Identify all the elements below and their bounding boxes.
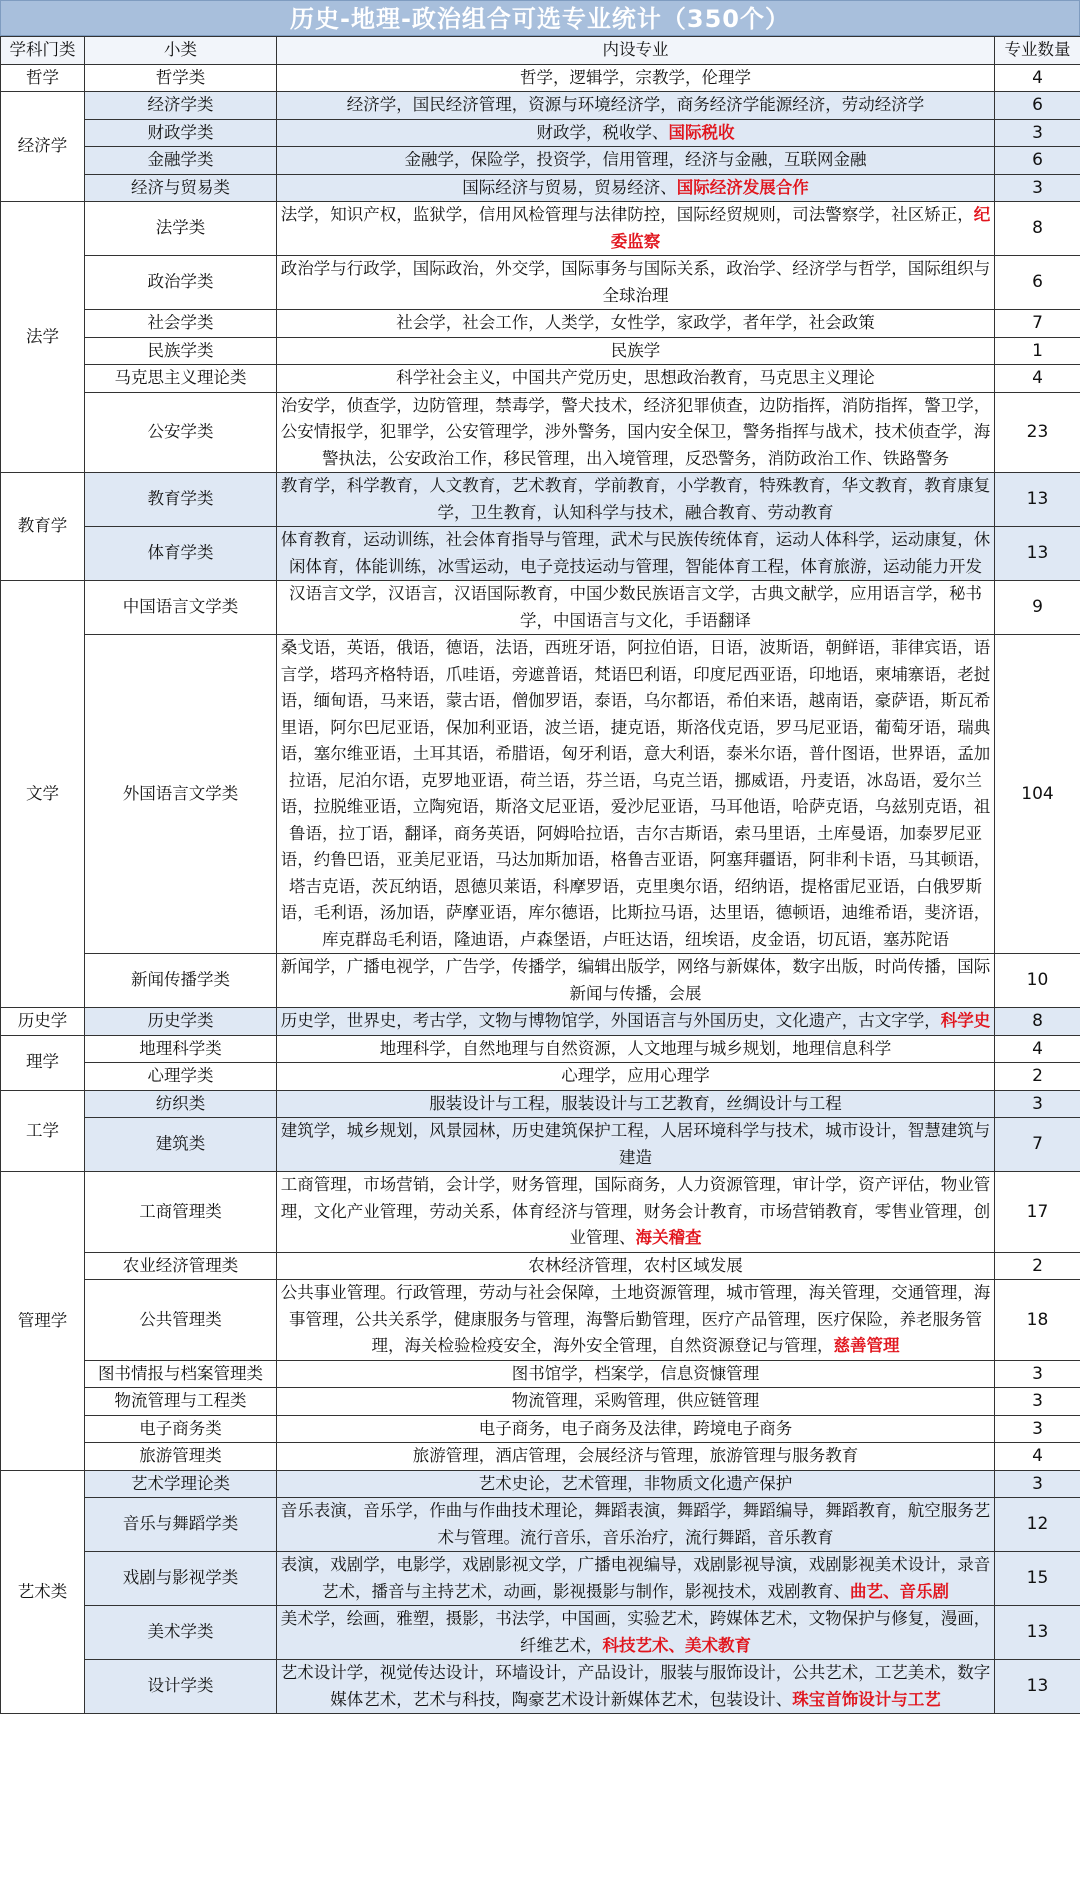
- count-cell: 104: [995, 635, 1080, 954]
- page-title: 历史-地理-政治组合可选专业统计（350个）: [0, 0, 1080, 36]
- majors-cell: [277, 337, 995, 365]
- table-row: [1, 1008, 1080, 1036]
- table-row: [1, 1118, 1080, 1172]
- count-cell: 13: [995, 527, 1080, 581]
- majors-cell: [277, 1443, 995, 1471]
- majors-text: 图书馆学，档案学，信息资慷管理: [511, 1363, 760, 1383]
- table-row: [1, 1443, 1080, 1471]
- majors-text: 治安学，侦查学，边防管理，禁毒学，警犬技术，经济犯罪侦查，边防指挥，消防指挥，警卫学，公安情报学，犯罪学，公安管理学，涉外警务，国内安全保卫，警务指挥与战术，技术侦查学，海警执法，公安政治工作，移民管理，出入境管理，反恐警务，消防政治工作、铁路警务: [280, 395, 991, 468]
- table-row: [1, 256, 1080, 310]
- count-cell: 2: [995, 1252, 1080, 1280]
- majors-cell: [277, 174, 995, 202]
- majors-cell: [277, 1118, 995, 1172]
- subcategory-cell: 工商管理类: [85, 1172, 277, 1253]
- count-cell: 3: [995, 119, 1080, 147]
- majors-text: 农林经济管理，农村区域发展: [528, 1255, 743, 1275]
- majors-cell: [277, 581, 995, 635]
- header-majors: 内设专业: [277, 37, 995, 65]
- majors-cell: [277, 954, 995, 1008]
- subcategory-cell: 新闻传播学类: [85, 954, 277, 1008]
- majors-cell: [277, 1606, 995, 1660]
- subcategory-cell: 公安学类: [85, 392, 277, 473]
- subcategory-cell: 旅游管理类: [85, 1443, 277, 1471]
- majors-text: 表演，戏剧学，电影学，戏剧影视文学，广播电视编导，戏剧影视导演，戏剧影视美术设计，录音艺术，播音与主持艺术，动画，影视摄影与制作，影视技术，戏剧教育、: [280, 1555, 991, 1601]
- subcategory-cell: 艺术学理论类: [85, 1470, 277, 1498]
- majors-cell: [277, 1415, 995, 1443]
- table-row: [1, 954, 1080, 1008]
- count-cell: 15: [995, 1552, 1080, 1606]
- table-row: [1, 473, 1080, 527]
- count-cell: 9: [995, 581, 1080, 635]
- count-cell: 4: [995, 1035, 1080, 1063]
- majors-cell: [277, 1280, 995, 1361]
- table-row: [1, 1498, 1080, 1552]
- table-row: [1, 1035, 1080, 1063]
- table-row: [1, 310, 1080, 338]
- majors-cell: [277, 310, 995, 338]
- subcategory-cell: 戏剧与影视学类: [85, 1552, 277, 1606]
- subcategory-cell: 建筑类: [85, 1118, 277, 1172]
- majors-text: 桑戈语，英语，俄语，德语，法语，西班牙语，阿拉伯语，日语，波斯语，朝鲜语，菲律宾语，语言学，塔玛齐格特语，爪哇语，旁遮普语，梵语巴利语，印度尼西亚语，印地语，柬埔寨语，老挝语，缅甸语，马来语，蒙古语，僧伽罗语，泰语，乌尔都语，希伯来语，越南语，豪萨语，斯瓦希里语，阿尔巴尼亚语，保加利亚语，波兰语，捷克语，斯洛伐克语，罗马尼亚语，葡萄牙语，瑞典语，塞尔维亚语，土耳其语，希腊语，匈牙利语，意大利语，泰米尔语，普什图语，世界语，孟加拉语，尼泊尔语，克罗地亚语，荷兰语，芬兰语，乌克兰语，挪威语，丹麦语，冰岛语，爱尔兰语，拉脱维亚语，立陶宛语，斯洛文尼亚语，爱沙尼亚语，马耳他语，哈萨克语，乌兹别克语，祖鲁语，拉丁语，翻译，商务英语，阿姆哈拉语，吉尔吉斯语，索马里语，土库曼语，加泰罗尼亚语，约鲁巴语，亚美尼亚语，马达加斯加语，格鲁吉亚语，阿塞拜疆语，阿非利卡语，马其顿语，塔吉克语，茨瓦纳语，恩德贝莱语，科摩罗语，克里奥尔语，绍纳语，提格雷尼亚语，白俄罗斯语，毛利语，汤加语，萨摩亚语，库尔德语，比斯拉马语，达里语，德顿语，迪维希语，斐济语，库克群岛毛利语，隆迪语，卢森堡语，卢旺达语，纽埃语，皮金语，切瓦语，塞苏陀语: [280, 638, 991, 949]
- majors-text: 新闻学，广播电视学，广告学，传播学，编辑出版学，网络与新媒体，数字出版，时尚传播，国际新闻与传播，会展: [280, 957, 991, 1003]
- subcategory-cell: 设计学类: [85, 1660, 277, 1714]
- majors-text: 服装设计与工程，服装设计与工艺教育，丝绸设计与工程: [429, 1093, 842, 1113]
- subcategory-cell: 纺织类: [85, 1090, 277, 1118]
- subcategory-cell: 物流管理与工程类: [85, 1388, 277, 1416]
- majors-text: 心理学，应用心理学: [561, 1066, 710, 1085]
- majors-text: 科学社会主义，中国共产党历史，思想政治教育，马克思主义理论: [396, 368, 875, 387]
- category-cell: 工学: [1, 1090, 85, 1172]
- count-cell: 3: [995, 174, 1080, 202]
- count-cell: 3: [995, 1360, 1080, 1388]
- table-row: [1, 1280, 1080, 1361]
- table-row: [1, 365, 1080, 393]
- majors-text: 历史学，世界史，考古学，文物与博物馆学，外国语言与外国历史，文化遗产，古文字学，: [280, 1011, 941, 1030]
- count-cell: 8: [995, 202, 1080, 256]
- majors-text: 艺术设计学，视觉传达设计，环墙设计，产品设计，服装与服饰设计，公共艺术，工艺美术，数字媒体艺术，艺术与科技，陶豪艺术设计新媒体艺术，包装设计、: [280, 1663, 991, 1709]
- majors-cell: [277, 1035, 995, 1063]
- subcategory-cell: 教育学类: [85, 473, 277, 527]
- category-cell: 文学: [1, 581, 85, 1008]
- subcategory-cell: 民族学类: [85, 337, 277, 365]
- majors-cell: [277, 64, 995, 92]
- majors-cell: [277, 365, 995, 393]
- subcategory-cell: 马克思主义理论类: [85, 365, 277, 393]
- majors-text: 艺术史论，艺术管理，非物质文化遗产保护: [478, 1473, 793, 1493]
- majors-text: 金融学，保险学，投资学，信用管理，经济与金融，互联网金融: [404, 150, 867, 169]
- count-cell: 3: [995, 1470, 1080, 1498]
- majors-text: 财政学，税收学、: [536, 122, 669, 142]
- majors-text: 哲学，逻辑学，宗教学，伦理学: [520, 67, 751, 87]
- table-row: [1, 202, 1080, 256]
- highlighted-major: 纪委监察: [610, 205, 991, 251]
- table-row: [1, 92, 1080, 120]
- majors-cell: [277, 635, 995, 954]
- subcategory-cell: 政治学类: [85, 256, 277, 310]
- majors-cell: [277, 1008, 995, 1036]
- category-cell: 教育学: [1, 473, 85, 581]
- count-cell: 17: [995, 1172, 1080, 1253]
- majors-text: 体育教育，运动训练，社会体育指导与管理，武术与民族传统体育，运动人体科学，运动康复，休闲体育，体能训练，冰雪运动，电子竞技运动与管理，智能体育工程，体育旅游，运动能力开发: [280, 530, 991, 576]
- count-cell: 6: [995, 92, 1080, 120]
- table-row: [1, 119, 1080, 147]
- count-cell: 10: [995, 954, 1080, 1008]
- count-cell: 13: [995, 1606, 1080, 1660]
- count-cell: 8: [995, 1008, 1080, 1036]
- majors-text: 建筑学，城乡规划，风景园林，历史建筑保护工程，人居环境科学与技术，城市设计，智慧建筑与建造: [280, 1121, 991, 1167]
- table-row: [1, 1388, 1080, 1416]
- category-cell: 管理学: [1, 1172, 85, 1471]
- header-subcategory: 小类: [85, 37, 277, 65]
- count-cell: 7: [995, 310, 1080, 338]
- subcategory-cell: 心理学类: [85, 1063, 277, 1091]
- majors-text: 汉语言文学，汉语言，汉语国际教育，中国少数民族语言文学，古典文献学，应用语言学，秘书学，中国语言与文化，手语翻译: [289, 584, 982, 630]
- majors-text: 旅游管理，酒店管理，会展经济与管理，旅游管理与服务教育: [412, 1446, 859, 1465]
- subcategory-cell: 公共管理类: [85, 1280, 277, 1361]
- header-count: 专业数量: [995, 37, 1080, 65]
- majors-cell: [277, 1552, 995, 1606]
- table-row: [1, 1660, 1080, 1714]
- category-cell: 经济学: [1, 92, 85, 202]
- category-cell: 法学: [1, 202, 85, 473]
- subcategory-cell: 金融学类: [85, 147, 277, 175]
- majors-cell: [277, 527, 995, 581]
- count-cell: 3: [995, 1090, 1080, 1118]
- subcategory-cell: 图书情报与档案管理类: [85, 1360, 277, 1388]
- highlighted-major: 海关稽查: [635, 1228, 702, 1247]
- majors-cell: [277, 1063, 995, 1091]
- subcategory-cell: 历史学类: [85, 1008, 277, 1036]
- subcategory-cell: 电子商务类: [85, 1415, 277, 1443]
- count-cell: 18: [995, 1280, 1080, 1361]
- highlighted-major: 科技艺术、美术教育: [602, 1635, 751, 1655]
- table-row: [1, 64, 1080, 92]
- count-cell: 23: [995, 392, 1080, 473]
- table-row: [1, 1360, 1080, 1388]
- majors-cell: [277, 1172, 995, 1253]
- highlighted-major: 曲艺、音乐剧: [850, 1581, 949, 1601]
- subcategory-cell: 农业经济管理类: [85, 1252, 277, 1280]
- table-row: [1, 1552, 1080, 1606]
- subcategory-cell: 中国语言文学类: [85, 581, 277, 635]
- majors-text: 地理科学，自然地理与自然资源，人文地理与城乡规划，地理信息科学: [379, 1038, 892, 1058]
- count-cell: 6: [995, 256, 1080, 310]
- majors-cell: [277, 256, 995, 310]
- count-cell: 4: [995, 365, 1080, 393]
- majors-cell: [277, 392, 995, 473]
- highlighted-major: 国际经济发展合作: [676, 177, 809, 197]
- count-cell: 2: [995, 1063, 1080, 1091]
- count-cell: 4: [995, 64, 1080, 92]
- category-cell: 艺术类: [1, 1470, 85, 1714]
- majors-text: 物流管理，采购管理，供应链管理: [511, 1391, 760, 1410]
- table-row: [1, 581, 1080, 635]
- majors-cell: [277, 147, 995, 175]
- majors-text: 经济学，国民经济管理，资源与环境经济学，商务经济学能源经济，劳动经济学: [346, 95, 925, 114]
- majors-cell: [277, 119, 995, 147]
- subcategory-cell: 经济与贸易类: [85, 174, 277, 202]
- majors-cell: [277, 1360, 995, 1388]
- majors-text: 公共事业管理。行政管理，劳动与社会保障，土地资源管理，城市管理，海关管理，交通管理，海事管理，公共关系学，健康服务与管理，海警后勤管理，医疗产品管理，医疗保险，养老服务管理，海关检验检疫安全，海外安全管理，自然资源登记与管理，: [280, 1283, 991, 1355]
- table-header-row: [1, 37, 1080, 65]
- table-row: [1, 1252, 1080, 1280]
- majors-cell: [277, 92, 995, 120]
- count-cell: 7: [995, 1118, 1080, 1172]
- subcategory-cell: 财政学类: [85, 119, 277, 147]
- majors-cell: [277, 1252, 995, 1280]
- table-body: [1, 64, 1080, 1714]
- subcategory-cell: 美术学类: [85, 1606, 277, 1660]
- highlighted-major: 国际税收: [668, 122, 735, 142]
- count-cell: 12: [995, 1498, 1080, 1552]
- subcategory-cell: 体育学类: [85, 527, 277, 581]
- majors-text: 法学，知识产权，监狱学，信用风检管理与法律防控，国际经贸规则，司法警察学，社区矫正，: [280, 205, 974, 224]
- subcategory-cell: 社会学类: [85, 310, 277, 338]
- table-row: [1, 635, 1080, 954]
- majors-cell: [277, 1498, 995, 1552]
- count-cell: 3: [995, 1415, 1080, 1443]
- majors-text: 工商管理，市场营销，会计学，财务管理，国际商务，人力资源管理，审计学，资产评估，物业管理，文化产业管理，劳动关系，体育经济与管理，财务会计教育，市场营销教育，零售业管理，创业管理、: [280, 1175, 991, 1247]
- table-row: [1, 174, 1080, 202]
- majors-text: 美术学，绘画，雅塑，摄影，书法学，中国画，实验艺术，跨媒体艺术，文物保护与修复，漫画，纤维艺术，: [280, 1609, 991, 1655]
- highlighted-major: 慈善管理: [833, 1336, 900, 1355]
- subcategory-cell: 地理科学类: [85, 1035, 277, 1063]
- table-row: [1, 147, 1080, 175]
- subcategory-cell: 法学类: [85, 202, 277, 256]
- count-cell: 1: [995, 337, 1080, 365]
- highlighted-major: 科学史: [940, 1011, 991, 1030]
- category-cell: 历史学: [1, 1008, 85, 1036]
- category-cell: 哲学: [1, 64, 85, 92]
- majors-text: 社会学，社会工作，人类学，女性学，家政学，者年学，社会政策: [396, 313, 875, 332]
- majors-text: 国际经济与贸易，贸易经济、: [462, 177, 677, 197]
- header-category: 学科门类: [1, 37, 85, 65]
- category-cell: 理学: [1, 1035, 85, 1090]
- table-row: [1, 337, 1080, 365]
- majors-text: 电子商务，电子商务及法律，跨境电子商务: [478, 1418, 793, 1438]
- subcategory-cell: 经济学类: [85, 92, 277, 120]
- highlighted-major: 珠宝首饰设计与工艺: [792, 1689, 941, 1709]
- majors-cell: [277, 1660, 995, 1714]
- subcategory-cell: 哲学类: [85, 64, 277, 92]
- subcategory-cell: 音乐与舞蹈学类: [85, 1498, 277, 1552]
- table-row: [1, 1606, 1080, 1660]
- count-cell: 3: [995, 1388, 1080, 1416]
- majors-cell: [277, 473, 995, 527]
- table-row: [1, 1090, 1080, 1118]
- table-row: [1, 1063, 1080, 1091]
- table-row: [1, 527, 1080, 581]
- count-cell: 6: [995, 147, 1080, 175]
- majors-cell: [277, 1388, 995, 1416]
- majors-text: 教育学，科学教育，人文教育，艺术教育，学前教育，小学教育，特殊教育，华文教育，教育康复学，卫生教育，认知科学与技术，融合教育、劳动教育: [280, 476, 991, 522]
- table-row: [1, 392, 1080, 473]
- majors-cell: [277, 1090, 995, 1118]
- count-cell: 13: [995, 1660, 1080, 1714]
- count-cell: 13: [995, 473, 1080, 527]
- majors-cell: [277, 202, 995, 256]
- table-row: [1, 1470, 1080, 1498]
- majors-cell: [277, 1470, 995, 1498]
- majors-table: [0, 36, 1080, 1714]
- majors-text: 政治学与行政学，国际政治，外交学，国际事务与国际关系，政治学、经济学与哲学，国际组织与全球治理: [280, 259, 991, 305]
- count-cell: 4: [995, 1443, 1080, 1471]
- majors-text: 音乐表演，音乐学，作曲与作曲技术理论，舞蹈表演，舞蹈学，舞蹈编导，舞蹈教育，航空服务艺术与管理。流行音乐，音乐治疗，流行舞蹈，音乐教育: [280, 1501, 991, 1547]
- majors-text: 民族学: [610, 340, 661, 360]
- table-row: [1, 1172, 1080, 1253]
- table-row: [1, 1415, 1080, 1443]
- subcategory-cell: 外国语言文学类: [85, 635, 277, 954]
